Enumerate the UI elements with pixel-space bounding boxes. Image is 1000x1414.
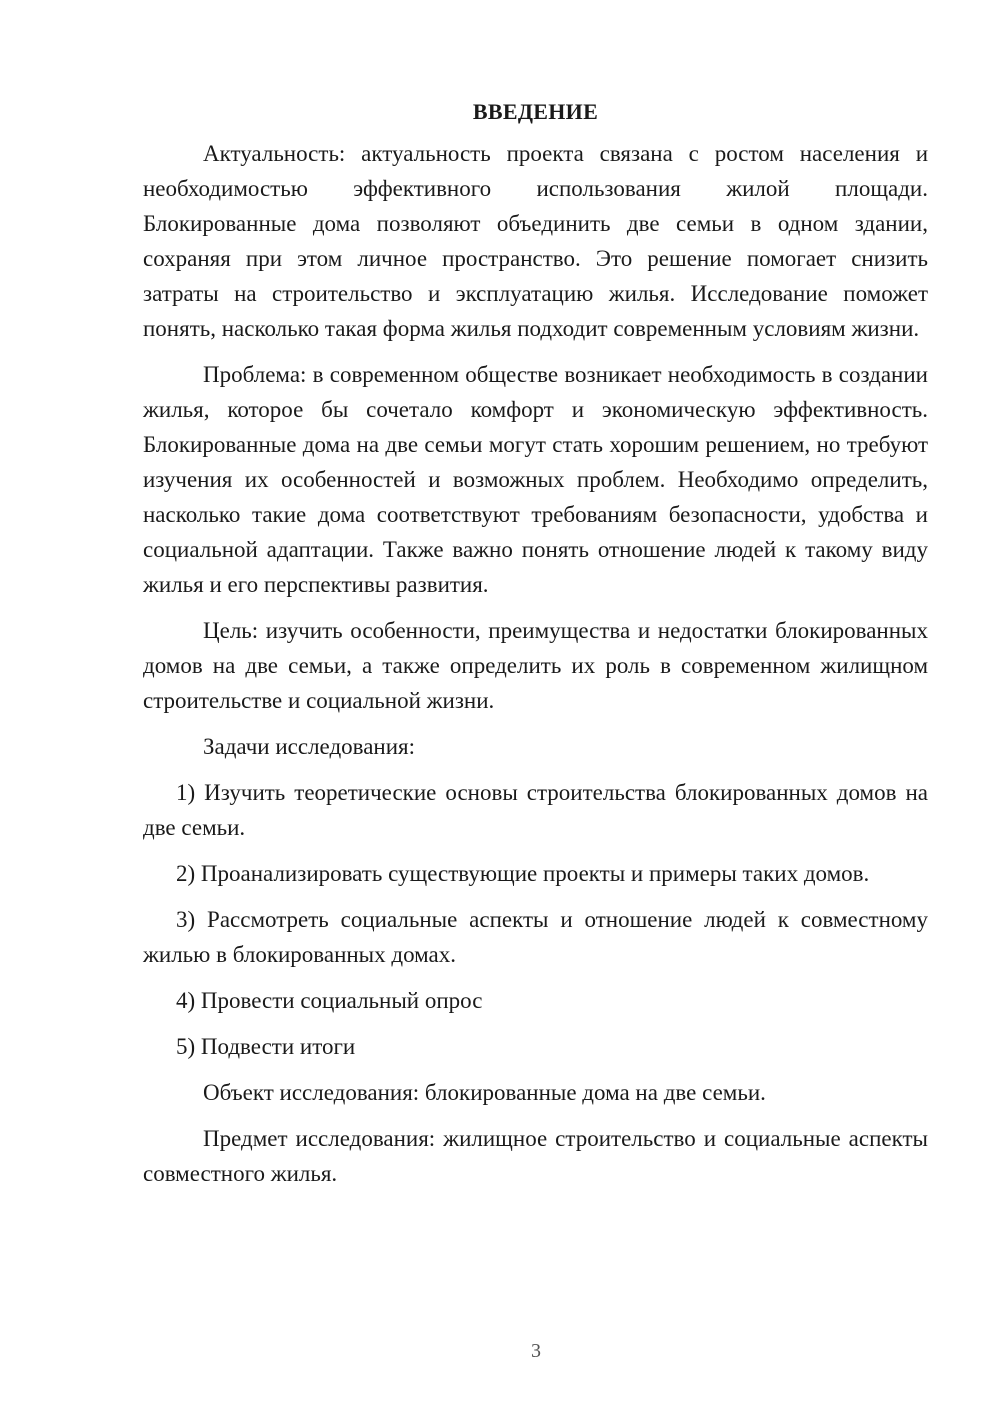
section-title: ВВЕДЕНИЕ [472, 99, 599, 124]
page-number: 3 [531, 1340, 541, 1362]
paragraph-goal: Цель: изучить особенности, преимущества и недостатки блокированных домов на две семьи, а также определить их роль в современном жилищном строительстве и социальной жизни. [143, 618, 928, 713]
task-item-5: 5) Подвести итоги [176, 1034, 356, 1059]
paragraph-relevance: Актуальность: актуальность проекта связана с ростом населения и необходимостью эффективного использования жилой площади. Блокированные дома позволяют объединить две семьи в одном здании, сохраняя при этом личное пространство. Это решение помогает снизить затраты на строительство и эксплуатацию жилья. Исследование поможет понять, насколько такая форма жилья подходит современным условиям жизни. [143, 141, 928, 341]
task-item-3: 3) Рассмотреть социальные аспекты и отношение людей к совместному жилью в блокированных домах. [143, 907, 928, 967]
paragraph-tasks-heading: Задачи исследования: [203, 734, 416, 759]
task-item-4: 4) Провести социальный опрос [176, 988, 483, 1013]
paragraph-object: Объект исследования: блокированные дома на две семьи. [203, 1080, 766, 1105]
task-item-1: 1) Изучить теоретические основы строительства блокированных домов на две семьи. [143, 780, 928, 840]
paragraph-subject: Предмет исследования: жилищное строительство и социальные аспекты совместного жилья. [143, 1126, 928, 1186]
page-content [143, 94, 928, 1202]
task-item-2: 2) Проанализировать существующие проекты и примеры таких домов. [176, 861, 870, 886]
paragraph-problem: Проблема: в современном обществе возникает необходимость в создании жилья, которое бы сочетало комфорт и экономическую эффективность. Блокированные дома на две семьи могут стать хорошим решением, но требуют изучения их особенностей и возможных проблем. Необходимо определить, насколько такие дома соответствуют требованиям безопасности, удобства и социальной адаптации. Также важно понять отношение людей к такому виду жилья и его перспективы развития. [143, 362, 928, 597]
